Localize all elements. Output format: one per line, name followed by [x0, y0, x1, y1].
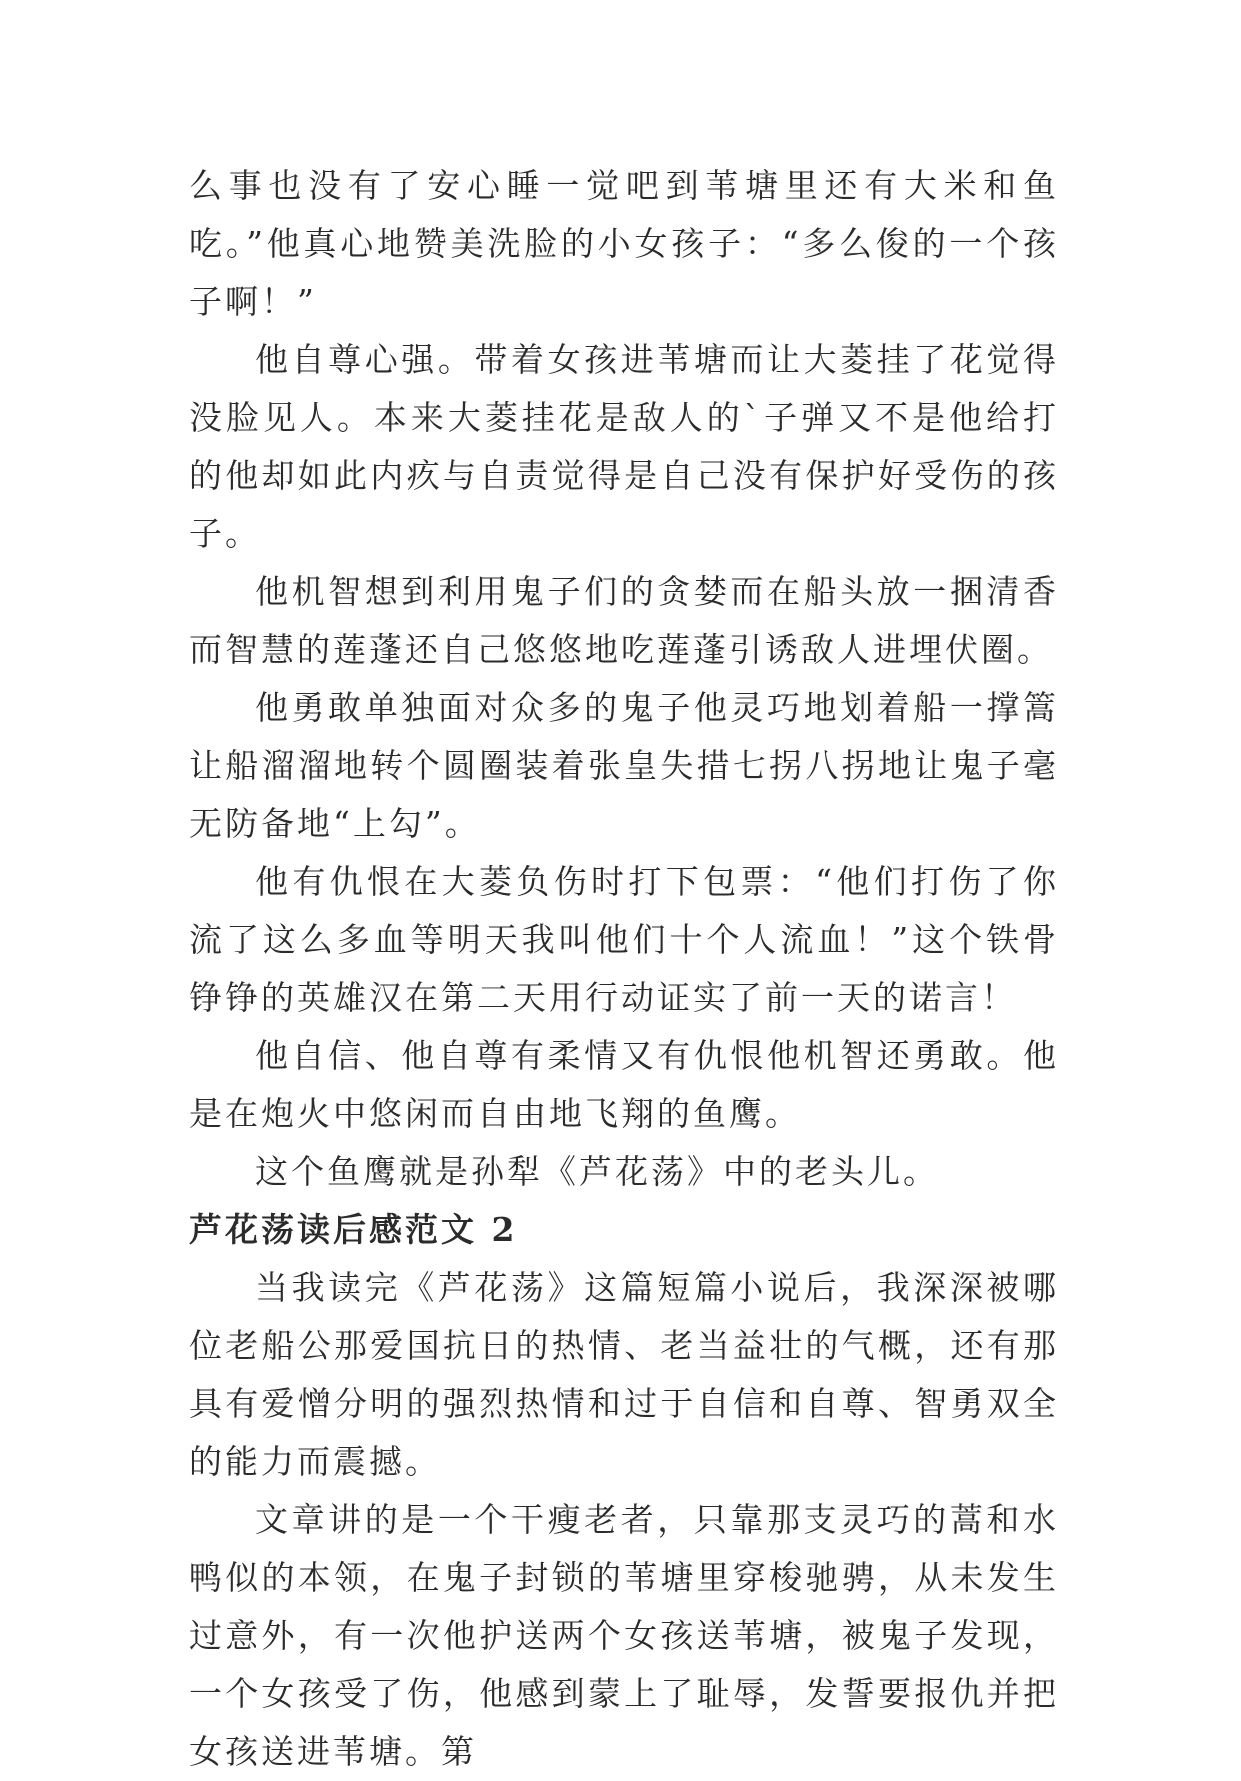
section-heading: 芦花荡读后感范文 2 [189, 1210, 518, 1249]
paragraph-conclusion: 这个鱼鹰就是孙犁《芦花荡》中的老头儿。 [255, 1152, 939, 1191]
paragraph-hatred: 他有仇恨在大菱负伤时打下包票：“他们打伤了你流了这么多血等明天我叫他们十个人流血！”这个铁骨铮铮的英雄汉在第二天用行动证实了前一天的诺言！ [189, 862, 1059, 1017]
paragraph-self-respect: 他自尊心强。带着女孩进苇塘而让大菱挂了花觉得没脸见人。本来大菱挂花是敌人的`子弹又不是他给打的他却如此内疚与自责觉得是自己没有保护好受伤的孩子。 [189, 340, 1059, 553]
paragraph-courage: 他勇敢单独面对众多的鬼子他灵巧地划着船一撑篙让船溜溜地转个圆圈装着张皇失措七拐八拐地让鬼子毫无防备地“上勾”。 [189, 688, 1059, 843]
paragraph-continuation: 么事也没有了安心睡一觉吧到苇塘里还有大米和鱼吃。”他真心地赞美洗脸的小女孩子：“多么俊的一个孩子啊！” [189, 166, 1059, 321]
paragraph-wisdom: 他机智想到利用鬼子们的贪婪而在船头放一捆清香而智慧的莲蓬还自己悠悠地吃莲蓬引诱敌人进埋伏圈。 [189, 572, 1059, 669]
paragraph-summary: 他自信、他自尊有柔情又有仇恨他机智还勇敢。他是在炮火中悠闲而自由地飞翔的鱼鹰。 [189, 1036, 1059, 1133]
document-body [189, 157, 1059, 1781]
paragraph-essay2-intro: 当我读完《芦花荡》这篇短篇小说后，我深深被哪位老船公那爱国抗日的热情、老当益壮的气概，还有那具有爱憎分明的强烈热情和过于自信和自尊、智勇双全的能力而震撼。 [189, 1268, 1059, 1481]
paragraph-essay2-story: 文章讲的是一个干瘦老者，只靠那支灵巧的蒿和水鸭似的本领，在鬼子封锁的苇塘里穿梭驰骋，从未发生过意外，有一次他护送两个女孩送苇塘，被鬼子发现，一个女孩受了伤，他感到蒙上了耻辱，发誓要报仇并把女孩送进苇塘。第 [189, 1500, 1059, 1771]
